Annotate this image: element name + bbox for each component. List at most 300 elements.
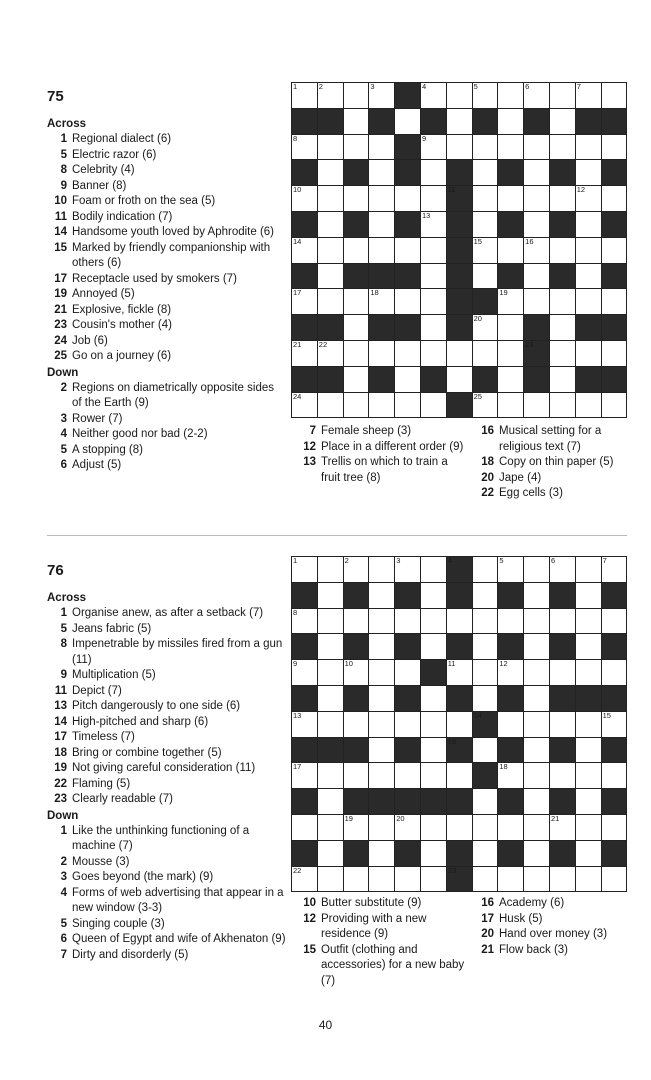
grid-cell[interactable]	[318, 789, 344, 815]
grid-cell[interactable]	[524, 83, 550, 109]
grid-cell[interactable]	[576, 135, 602, 161]
grid-cell[interactable]	[524, 160, 550, 186]
grid-cell[interactable]	[395, 867, 421, 893]
grid-cell[interactable]	[292, 289, 318, 315]
grid-cell[interactable]	[524, 289, 550, 315]
grid-cell[interactable]	[498, 557, 524, 583]
cell-number: 13	[293, 710, 302, 720]
grid-cell[interactable]	[421, 686, 447, 712]
clue-number: 21	[481, 943, 494, 956]
grid-cell[interactable]	[447, 135, 473, 161]
grid-cell[interactable]	[498, 186, 524, 212]
grid-cell[interactable]	[421, 634, 447, 660]
grid-cell[interactable]	[344, 660, 370, 686]
grid-cell[interactable]	[395, 763, 421, 789]
grid-cell[interactable]	[473, 315, 499, 341]
clue-column-middle	[296, 424, 466, 486]
grid-cell[interactable]	[550, 109, 576, 135]
grid-cell[interactable]	[318, 867, 344, 893]
grid-cell[interactable]	[369, 135, 395, 161]
grid-cell[interactable]	[473, 557, 499, 583]
grid-cell[interactable]	[395, 367, 421, 393]
grid-cell[interactable]	[421, 160, 447, 186]
grid-cell[interactable]	[576, 238, 602, 264]
grid-cell[interactable]	[576, 609, 602, 635]
cell-number: 14	[293, 236, 302, 246]
grid-cell[interactable]	[550, 609, 576, 635]
grid-cell[interactable]	[602, 186, 628, 212]
grid-cell[interactable]	[473, 686, 499, 712]
grid-cell[interactable]	[344, 815, 370, 841]
grid-cell[interactable]	[524, 264, 550, 290]
grid-cell[interactable]	[576, 264, 602, 290]
grid-cell[interactable]	[576, 583, 602, 609]
grid-cell[interactable]	[421, 289, 447, 315]
grid-cell[interactable]	[550, 763, 576, 789]
grid-cell[interactable]	[344, 393, 370, 419]
grid-cell[interactable]	[421, 186, 447, 212]
grid-cell[interactable]	[369, 583, 395, 609]
grid-cell[interactable]	[318, 763, 344, 789]
grid-cell[interactable]	[524, 763, 550, 789]
grid-cell[interactable]	[395, 289, 421, 315]
grid-cell[interactable]	[524, 609, 550, 635]
grid-cell[interactable]	[576, 867, 602, 893]
grid-cell[interactable]	[550, 393, 576, 419]
grid-cell[interactable]	[498, 815, 524, 841]
black-square	[447, 738, 473, 764]
grid-cell[interactable]	[369, 212, 395, 238]
grid-cell[interactable]	[473, 634, 499, 660]
grid-cell[interactable]	[318, 686, 344, 712]
grid-cell[interactable]	[421, 135, 447, 161]
clue-item	[47, 715, 287, 731]
grid-cell[interactable]	[498, 867, 524, 893]
grid-cell[interactable]	[473, 660, 499, 686]
grid-cell[interactable]	[369, 160, 395, 186]
clue-item	[474, 455, 629, 471]
grid-cell[interactable]	[318, 238, 344, 264]
black-square	[369, 367, 395, 393]
grid-cell[interactable]	[524, 393, 550, 419]
grid-cell[interactable]	[318, 583, 344, 609]
grid-cell[interactable]	[421, 867, 447, 893]
black-square	[447, 634, 473, 660]
clue-number: 2	[60, 855, 67, 868]
grid-cell[interactable]	[498, 341, 524, 367]
grid-cell[interactable]	[447, 815, 473, 841]
cell-number: 7	[576, 82, 581, 91]
grid-cell[interactable]	[473, 815, 499, 841]
grid-cell[interactable]	[395, 660, 421, 686]
grid-cell[interactable]	[421, 238, 447, 264]
grid-cell[interactable]	[602, 341, 628, 367]
grid-cell[interactable]	[421, 712, 447, 738]
grid-cell[interactable]	[421, 815, 447, 841]
grid-cell[interactable]	[498, 109, 524, 135]
grid-cell[interactable]	[576, 789, 602, 815]
grid-cell[interactable]	[344, 557, 370, 583]
grid-cell[interactable]	[318, 135, 344, 161]
clue-text: Flow back (3)	[499, 943, 569, 956]
grid-cell[interactable]	[344, 315, 370, 341]
grid-cell[interactable]	[369, 609, 395, 635]
grid-cell[interactable]	[421, 583, 447, 609]
grid-cell[interactable]	[602, 763, 628, 789]
cell-number: 9	[421, 133, 427, 143]
grid-cell[interactable]	[421, 763, 447, 789]
grid-cell[interactable]	[602, 867, 628, 893]
grid-cell[interactable]	[550, 367, 576, 393]
grid-cell[interactable]	[498, 712, 524, 738]
black-square	[447, 841, 473, 867]
cell-number: 16	[525, 236, 534, 246]
grid-cell[interactable]	[447, 83, 473, 109]
grid-cell[interactable]	[344, 186, 370, 212]
grid-cell[interactable]	[550, 135, 576, 161]
grid-cell[interactable]	[447, 341, 473, 367]
grid-cell[interactable]	[524, 789, 550, 815]
grid-cell[interactable]	[473, 212, 499, 238]
clue-item	[47, 932, 287, 948]
grid-cell[interactable]	[576, 393, 602, 419]
grid-cell[interactable]	[292, 815, 318, 841]
clue-text: Forms of web advertising that appear in a new window (3-3)	[72, 886, 284, 914]
grid-cell[interactable]	[395, 109, 421, 135]
black-square	[318, 109, 344, 135]
grid-cell[interactable]	[576, 557, 602, 583]
grid-cell[interactable]	[473, 841, 499, 867]
grid-cell[interactable]	[524, 867, 550, 893]
grid-cell[interactable]	[292, 83, 318, 109]
grid-cell[interactable]	[576, 815, 602, 841]
grid-cell[interactable]	[369, 867, 395, 893]
grid-cell[interactable]	[369, 763, 395, 789]
clue-item	[296, 440, 466, 456]
grid-cell[interactable]	[550, 289, 576, 315]
grid-cell[interactable]	[421, 738, 447, 764]
grid-cell[interactable]	[395, 712, 421, 738]
grid-cell[interactable]	[498, 393, 524, 419]
grid-cell[interactable]	[318, 212, 344, 238]
clue-number: 1	[60, 133, 67, 145]
down-clue-list	[296, 896, 466, 989]
black-square	[292, 315, 318, 341]
grid-cell[interactable]	[318, 815, 344, 841]
grid-cell[interactable]	[421, 212, 447, 238]
grid-cell[interactable]	[524, 841, 550, 867]
grid-cell[interactable]	[318, 393, 344, 419]
grid-cell[interactable]	[524, 135, 550, 161]
clue-item	[47, 334, 275, 350]
across-clue-list	[47, 132, 275, 365]
grid-cell[interactable]	[498, 83, 524, 109]
black-square	[344, 789, 370, 815]
grid-cell[interactable]	[318, 634, 344, 660]
grid-cell[interactable]	[344, 109, 370, 135]
clue-number: 19	[54, 762, 67, 774]
grid-cell[interactable]	[473, 789, 499, 815]
black-square	[447, 789, 473, 815]
grid-cell[interactable]	[369, 634, 395, 660]
grid-cell[interactable]	[292, 763, 318, 789]
grid-cell[interactable]	[602, 557, 628, 583]
grid-cell[interactable]	[447, 367, 473, 393]
grid-cell[interactable]	[344, 763, 370, 789]
grid-cell[interactable]	[550, 660, 576, 686]
grid-cell[interactable]	[369, 712, 395, 738]
grid-cell[interactable]	[576, 212, 602, 238]
black-square	[447, 867, 473, 893]
black-square	[550, 264, 576, 290]
grid-cell[interactable]	[576, 83, 602, 109]
grid-cell[interactable]	[473, 609, 499, 635]
grid-cell[interactable]	[292, 341, 318, 367]
grid-cell[interactable]	[447, 763, 473, 789]
grid-cell[interactable]	[602, 609, 628, 635]
cell-number: 8	[293, 133, 298, 143]
grid-cell[interactable]	[602, 83, 628, 109]
grid-cell[interactable]	[602, 660, 628, 686]
grid-cell[interactable]	[447, 660, 473, 686]
grid-cell[interactable]	[292, 660, 318, 686]
down-clue-list	[474, 896, 629, 958]
grid-cell[interactable]	[602, 712, 628, 738]
cell-number: 9	[293, 659, 298, 669]
grid-cell[interactable]	[318, 264, 344, 290]
clue-text: Bring or combine together (5)	[72, 746, 222, 759]
grid-cell[interactable]	[498, 289, 524, 315]
crossword-grid[interactable]	[291, 556, 627, 892]
grid-cell[interactable]	[473, 583, 499, 609]
grid-cell[interactable]	[292, 609, 318, 635]
black-square	[344, 583, 370, 609]
grid-cell[interactable]	[318, 160, 344, 186]
black-square	[524, 315, 550, 341]
grid-cell[interactable]	[421, 315, 447, 341]
cell-number: 12	[499, 659, 508, 669]
grid-cell[interactable]	[369, 238, 395, 264]
grid-cell[interactable]	[473, 393, 499, 419]
grid-cell[interactable]	[421, 841, 447, 867]
clue-item	[47, 606, 287, 622]
grid-cell[interactable]	[344, 238, 370, 264]
grid-cell[interactable]	[473, 264, 499, 290]
clue-number: 11	[54, 684, 67, 697]
grid-cell[interactable]	[602, 815, 628, 841]
grid-cell[interactable]	[524, 634, 550, 660]
grid-cell[interactable]	[421, 264, 447, 290]
black-square	[473, 367, 499, 393]
grid-cell[interactable]	[447, 609, 473, 635]
grid-cell[interactable]	[318, 186, 344, 212]
grid-cell[interactable]	[473, 867, 499, 893]
grid-cell[interactable]	[395, 341, 421, 367]
grid-cell[interactable]	[369, 738, 395, 764]
grid-cell[interactable]	[369, 660, 395, 686]
grid-cell[interactable]	[369, 686, 395, 712]
grid-cell[interactable]	[524, 583, 550, 609]
clue-text: Job (6)	[72, 334, 108, 347]
grid-cell[interactable]	[421, 341, 447, 367]
grid-cell[interactable]	[318, 557, 344, 583]
grid-cell[interactable]	[524, 686, 550, 712]
grid-cell[interactable]	[498, 609, 524, 635]
grid-cell[interactable]	[292, 393, 318, 419]
grid-cell[interactable]	[369, 186, 395, 212]
grid-cell[interactable]	[602, 289, 628, 315]
grid-cell[interactable]	[318, 341, 344, 367]
grid-cell[interactable]	[447, 109, 473, 135]
grid-cell[interactable]	[576, 289, 602, 315]
grid-cell[interactable]	[318, 609, 344, 635]
grid-cell[interactable]	[318, 660, 344, 686]
grid-cell[interactable]	[395, 393, 421, 419]
grid-cell[interactable]	[576, 341, 602, 367]
grid-cell[interactable]	[550, 815, 576, 841]
grid-cell[interactable]	[524, 815, 550, 841]
grid-cell[interactable]	[344, 867, 370, 893]
down-clue-list	[47, 824, 287, 964]
grid-cell[interactable]	[576, 738, 602, 764]
grid-cell[interactable]	[292, 186, 318, 212]
grid-cell[interactable]	[550, 712, 576, 738]
grid-cell[interactable]	[473, 738, 499, 764]
clue-text: Multiplication (5)	[72, 669, 156, 681]
grid-cell[interactable]	[550, 238, 576, 264]
grid-cell[interactable]	[395, 609, 421, 635]
grid-cell[interactable]	[576, 660, 602, 686]
clue-text: Annoyed (5)	[72, 288, 135, 300]
black-square	[447, 264, 473, 290]
grid-cell[interactable]	[524, 712, 550, 738]
clue-text: Jape (4)	[499, 471, 542, 484]
black-square	[421, 789, 447, 815]
grid-cell[interactable]	[576, 763, 602, 789]
cell-number: 5	[473, 82, 478, 91]
grid-cell[interactable]	[498, 763, 524, 789]
grid-cell[interactable]	[576, 160, 602, 186]
grid-cell[interactable]	[292, 867, 318, 893]
grid-cell[interactable]	[292, 135, 318, 161]
grid-cell[interactable]	[602, 135, 628, 161]
grid-cell[interactable]	[344, 341, 370, 367]
grid-cell[interactable]	[550, 83, 576, 109]
grid-cell[interactable]	[498, 660, 524, 686]
grid-cell[interactable]	[602, 238, 628, 264]
grid-cell[interactable]	[524, 186, 550, 212]
black-square	[550, 583, 576, 609]
grid-cell[interactable]	[395, 815, 421, 841]
grid-cell[interactable]	[421, 557, 447, 583]
grid-cell[interactable]	[318, 841, 344, 867]
grid-cell[interactable]	[524, 660, 550, 686]
grid-cell[interactable]	[344, 609, 370, 635]
grid-cell[interactable]	[473, 160, 499, 186]
grid-cell[interactable]	[421, 393, 447, 419]
grid-cell[interactable]	[318, 83, 344, 109]
clue-number: 9	[60, 669, 67, 681]
grid-cell[interactable]	[550, 186, 576, 212]
grid-cell[interactable]	[344, 83, 370, 109]
grid-cell[interactable]	[292, 712, 318, 738]
grid-cell[interactable]	[318, 289, 344, 315]
black-square	[498, 160, 524, 186]
grid-cell[interactable]	[369, 393, 395, 419]
cell-number: 11	[447, 185, 456, 195]
black-square	[602, 109, 628, 135]
grid-cell[interactable]	[369, 815, 395, 841]
grid-cell[interactable]	[395, 186, 421, 212]
clue-text: Musical setting for a religious text (7)	[499, 425, 602, 453]
grid-cell[interactable]	[550, 341, 576, 367]
page-number: 40	[318, 1018, 333, 1032]
grid-cell[interactable]	[369, 557, 395, 583]
grid-cell[interactable]	[447, 712, 473, 738]
clue-text: Like the unthinking functioning of a machine (7)	[72, 824, 250, 852]
grid-cell[interactable]	[498, 367, 524, 393]
grid-cell[interactable]	[524, 738, 550, 764]
grid-cell[interactable]	[550, 867, 576, 893]
grid-cell[interactable]	[369, 341, 395, 367]
clue-item	[474, 927, 629, 943]
grid-cell[interactable]	[550, 557, 576, 583]
grid-cell[interactable]	[550, 315, 576, 341]
grid-cell[interactable]	[369, 83, 395, 109]
grid-cell[interactable]	[395, 557, 421, 583]
grid-cell[interactable]	[602, 393, 628, 419]
grid-cell[interactable]	[292, 238, 318, 264]
grid-cell[interactable]	[318, 712, 344, 738]
grid-cell[interactable]	[395, 238, 421, 264]
grid-cell[interactable]	[524, 557, 550, 583]
clue-text: Dirty and disorderly (5)	[72, 948, 189, 961]
grid-cell[interactable]	[344, 712, 370, 738]
grid-cell[interactable]	[576, 634, 602, 660]
grid-cell[interactable]	[498, 315, 524, 341]
grid-cell[interactable]	[473, 135, 499, 161]
clue-number: 7	[309, 425, 316, 437]
black-square	[344, 634, 370, 660]
grid-cell[interactable]	[498, 238, 524, 264]
black-square	[473, 763, 499, 789]
grid-cell[interactable]	[369, 841, 395, 867]
grid-cell[interactable]	[344, 367, 370, 393]
grid-cell[interactable]	[524, 238, 550, 264]
clue-number: 6	[60, 933, 67, 945]
crossword-grid[interactable]	[291, 82, 627, 418]
clue-item	[474, 424, 629, 455]
grid-cell[interactable]	[473, 186, 499, 212]
clue-item	[296, 455, 466, 486]
grid-cell[interactable]	[344, 289, 370, 315]
grid-cell[interactable]	[421, 609, 447, 635]
cell-number: 11	[447, 659, 456, 669]
grid-cell[interactable]	[473, 83, 499, 109]
grid-cell[interactable]	[473, 341, 499, 367]
grid-cell[interactable]	[576, 841, 602, 867]
grid-cell[interactable]	[292, 557, 318, 583]
grid-cell[interactable]	[524, 212, 550, 238]
grid-cell[interactable]	[421, 83, 447, 109]
grid-cell[interactable]	[498, 135, 524, 161]
grid-cell[interactable]	[344, 135, 370, 161]
grid-cell[interactable]	[473, 238, 499, 264]
grid-cell[interactable]	[576, 186, 602, 212]
clue-number: 5	[60, 148, 67, 161]
grid-cell[interactable]	[369, 289, 395, 315]
grid-cell[interactable]	[576, 712, 602, 738]
